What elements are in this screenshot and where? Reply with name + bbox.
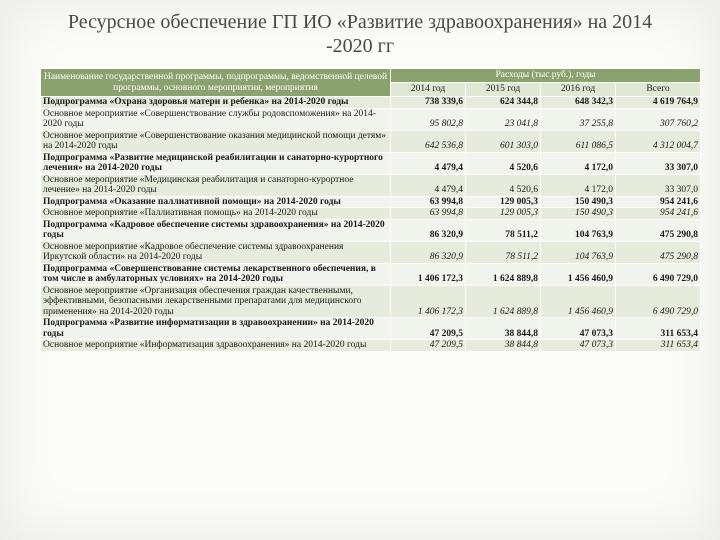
title-line-1: Ресурсное обеспечение ГП ИО «Развитие здравоохранения» на 2014 [67, 11, 653, 33]
header-total: Всего [616, 83, 701, 97]
value-2015-cell: 4 520,6 [466, 152, 541, 174]
table-row [41, 241, 701, 263]
value-2014-cell: 4 479,4 [391, 174, 466, 196]
table-row [41, 318, 701, 340]
value-2015-cell: 4 520,6 [466, 174, 541, 196]
value-2016-cell: 104 763,9 [541, 219, 616, 241]
row-name-cell: Основное мероприятие «Кадровое обеспечение системы здравоохранения Иркутской области» на 2014-2020 годы [41, 241, 391, 263]
value-2014-cell: 642 536,8 [391, 130, 466, 152]
header-name-column: Наименование государственной программы, подпрограммы, ведомственной целевой программы, основного мероприятия, мероприятия [41, 69, 391, 97]
table-row [41, 152, 701, 174]
value-2015-cell: 601 303,0 [466, 130, 541, 152]
value-total-cell: 954 241,6 [616, 208, 701, 220]
table-row [41, 130, 701, 152]
resources-table-wrap [40, 68, 700, 352]
value-total-cell: 33 307,0 [616, 174, 701, 196]
value-total-cell: 311 653,4 [616, 340, 701, 352]
table-row [41, 219, 701, 241]
table-row [41, 174, 701, 196]
table-row [41, 108, 701, 130]
value-2015-cell: 78 511,2 [466, 219, 541, 241]
value-2016-cell: 648 342,3 [541, 97, 616, 109]
value-2015-cell: 129 005,3 [466, 208, 541, 220]
row-name-cell: Подпрограмма «Кадровое обеспечение системы здравоохранения» на 2014-2020 годы [41, 219, 391, 241]
value-2015-cell: 1 624 889,8 [466, 263, 541, 285]
value-2015-cell: 129 005,3 [466, 196, 541, 208]
value-2016-cell: 47 073,3 [541, 340, 616, 352]
value-total-cell: 307 760,2 [616, 108, 701, 130]
row-name-cell: Основное мероприятие «Информатизация здравоохранения» на 2014-2020 годы [41, 340, 391, 352]
value-2016-cell: 4 172,0 [541, 152, 616, 174]
value-2016-cell: 1 456 460,9 [541, 285, 616, 318]
value-2015-cell: 38 844,8 [466, 340, 541, 352]
row-name-cell: Подпрограмма «Развитие медицинской реабилитации и санаторно-курортного лечения» на 2014-2020 годы [41, 152, 391, 174]
resources-table [40, 68, 701, 352]
value-2014-cell: 47 209,5 [391, 318, 466, 340]
value-2014-cell: 1 406 172,3 [391, 285, 466, 318]
row-name-cell: Основное мероприятие «Медицинская реабилитация и санаторно-курортное лечение» на 2014-2020 годы [41, 174, 391, 196]
value-total-cell: 4 619 764,9 [616, 97, 701, 109]
value-2014-cell: 95 802,8 [391, 108, 466, 130]
value-2014-cell: 738 339,6 [391, 97, 466, 109]
header-year-2015: 2015 год [466, 83, 541, 97]
value-total-cell: 4 312 004,7 [616, 130, 701, 152]
value-2014-cell: 63 994,8 [391, 196, 466, 208]
value-2016-cell: 4 172,0 [541, 174, 616, 196]
table-row [41, 97, 701, 109]
row-name-cell: Основное мероприятие «Совершенствование службы родовспоможения» на 2014-2020 годы [41, 108, 391, 130]
row-name-cell: Основное мероприятие «Организация обеспечения граждан качественными, эффективными, безопасными лекарственными препаратами для медицинского применения» на 2014-2020 годы [41, 285, 391, 318]
value-2016-cell: 150 490,3 [541, 208, 616, 220]
value-total-cell: 6 490 729,0 [616, 285, 701, 318]
header-year-2014: 2014 год [391, 83, 466, 97]
value-2014-cell: 1 406 172,3 [391, 263, 466, 285]
value-total-cell: 6 490 729,0 [616, 263, 701, 285]
value-2015-cell: 1 624 889,8 [466, 285, 541, 318]
table-row [41, 285, 701, 318]
row-name-cell: Подпрограмма «Совершенствование системы лекарственного обеспечения, в том числе в амбулаторных условиях» на 2014-2020 годы [41, 263, 391, 285]
table-row [41, 208, 701, 220]
value-total-cell: 475 290,8 [616, 219, 701, 241]
row-name-cell: Подпрограмма «Оказание паллиативной помощи» на 2014-2020 годы [41, 196, 391, 208]
value-2015-cell: 78 511,2 [466, 241, 541, 263]
value-2014-cell: 86 320,9 [391, 241, 466, 263]
page-title [30, 10, 690, 58]
value-2015-cell: 23 041,8 [466, 108, 541, 130]
table-row [41, 263, 701, 285]
table-row [41, 196, 701, 208]
header-expenses: Расходы (тыс.руб.), годы [391, 69, 701, 83]
row-name-cell: Подпрограмма «Охрана здоровья матери и ребенка» на 2014-2020 годы [41, 97, 391, 109]
table-row [41, 340, 701, 352]
value-2016-cell: 611 086,5 [541, 130, 616, 152]
title-line-2: -2020 гг [325, 35, 395, 57]
header-year-2016: 2016 год [541, 83, 616, 97]
value-2014-cell: 47 209,5 [391, 340, 466, 352]
value-2016-cell: 1 456 460,9 [541, 263, 616, 285]
value-2015-cell: 624 344,8 [466, 97, 541, 109]
row-name-cell: Основное мероприятие «Совершенствование оказания медицинской помощи детям» на 2014-2020 годы [41, 130, 391, 152]
value-total-cell: 475 290,8 [616, 241, 701, 263]
value-2014-cell: 4 479,4 [391, 152, 466, 174]
value-2014-cell: 63 994,8 [391, 208, 466, 220]
row-name-cell: Подпрограмма «Развитие информатизации в здравоохранении» на 2014-2020 годы [41, 318, 391, 340]
value-total-cell: 33 307,0 [616, 152, 701, 174]
value-total-cell: 954 241,6 [616, 196, 701, 208]
table-body [41, 97, 701, 352]
row-name-cell: Основное мероприятие «Паллиативная помощь» на 2014-2020 годы [41, 208, 391, 220]
value-2016-cell: 104 763,9 [541, 241, 616, 263]
value-2016-cell: 150 490,3 [541, 196, 616, 208]
value-2016-cell: 37 255,8 [541, 108, 616, 130]
value-2014-cell: 86 320,9 [391, 219, 466, 241]
value-2015-cell: 38 844,8 [466, 318, 541, 340]
value-2016-cell: 47 073,3 [541, 318, 616, 340]
value-total-cell: 311 653,4 [616, 318, 701, 340]
